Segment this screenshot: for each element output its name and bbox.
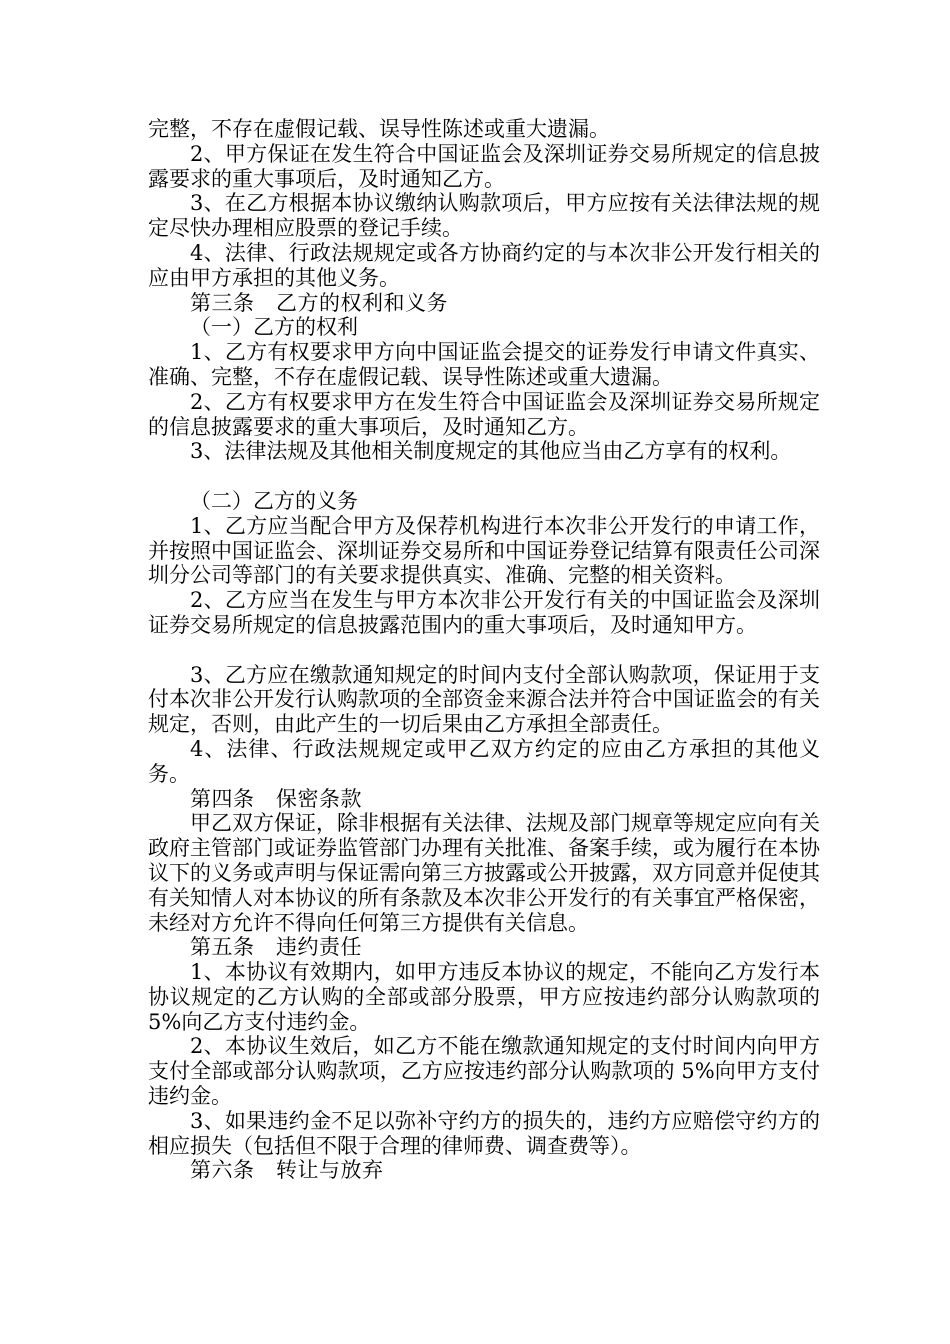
paragraph-breach-2: 2、本协议生效后，如乙方不能在缴款通知规定的支付时间内向甲方支付全部或部分认购款项，乙方应按违约部分认购款项的 5%向甲方支付违约金。 — [148, 1034, 820, 1109]
section-party-b-rights-heading: （一）乙方的权利 — [190, 315, 358, 340]
section-party-b-duties-heading: （二）乙方的义务 — [190, 488, 358, 513]
article-3-heading: 第三条 乙方的权利和义务 — [190, 290, 448, 315]
paragraph-party-b-duty-3: 3、乙方应在缴款通知规定的时间内支付全部认购款项，保证用于支付本次非公开发行认购款项的全部资金来源合法并符合中国证监会的有关规定，否则，由此产生的一切后果由乙方承担全部责任。 — [148, 662, 820, 737]
paragraph-party-b-duty-4: 4、法律、行政法规规定或甲乙双方约定的应由乙方承担的其他义务。 — [148, 736, 820, 786]
paragraph-party-b-duty-2: 2、乙方应当在发生与甲方本次非公开发行有关的中国证监会及深圳证券交易所规定的信息披露范围内的重大事项后，及时通知甲方。 — [148, 588, 820, 637]
document-body — [148, 117, 820, 1183]
article-5-heading: 第五条 违约责任 — [190, 935, 362, 960]
article-6-heading: 第六条 转让与放弃 — [190, 1158, 384, 1183]
paragraph-confidentiality: 甲乙双方保证，除非根据有关法律、法规及部门规章等规定应向有关政府主管部门或证券监管部门办理有关批准、备案手续，或为履行在本协议下的义务或声明与保证需向第三方披露或公开披露，双方同意并促使其有关知情人对本协议的所有条款及本次非公开发行的有关事宜严格保密，未经对方允许不得向任何第三方提供有关信息。 — [148, 811, 820, 935]
paragraph-breach-3: 3、如果违约金不足以弥补守约方的损失的，违约方应赔偿守约方的相应损失（包括但不限于合理的律师费、调查费等）。 — [148, 1108, 820, 1158]
paragraph-party-b-right-2: 2、乙方有权要求甲方在发生符合中国证监会及深圳证券交易所规定的信息披露要求的重大事项后，及时通知乙方。 — [148, 389, 820, 439]
paragraph-party-b-right-1: 1、乙方有权要求甲方向中国证监会提交的证券发行申请文件真实、准确、完整，不存在虚假记载、误导性陈述或重大遗漏。 — [148, 340, 820, 389]
paragraph-party-a-duty-2: 2、甲方保证在发生符合中国证监会及深圳证券交易所规定的信息披露要求的重大事项后，及时通知乙方。 — [148, 141, 820, 191]
paragraph-party-b-duty-1: 1、乙方应当配合甲方及保荐机构进行本次非公开发行的申请工作，并按照中国证监会、深圳证券交易所和中国证券登记结算有限责任公司深圳分公司等部门的有关要求提供真实、准确、完整的相关资料。 — [148, 513, 820, 588]
paragraph-party-a-duty-4: 4、法律、行政法规规定或各方协商约定的与本次非公开发行相关的应由甲方承担的其他义务。 — [148, 240, 820, 290]
paragraph-party-b-right-3: 3、法律法规及其他相关制度规定的其他应当由乙方享有的权利。 — [190, 439, 792, 464]
article-4-heading: 第四条 保密条款 — [190, 786, 362, 811]
paragraph-party-a-duty-3: 3、在乙方根据本协议缴纳认购款项后，甲方应按有关法律法规的规定尽快办理相应股票的登记手续。 — [148, 191, 820, 241]
paragraph-continuation: 完整，不存在虚假记载、误导性陈述或重大遗漏。 — [148, 117, 610, 141]
paragraph-breach-1: 1、本协议有效期内，如甲方违反本协议的规定，不能向乙方发行本协议规定的乙方认购的全部或部分股票，甲方应按违约部分认购款项的5%向乙方支付违约金。 — [148, 960, 820, 1034]
